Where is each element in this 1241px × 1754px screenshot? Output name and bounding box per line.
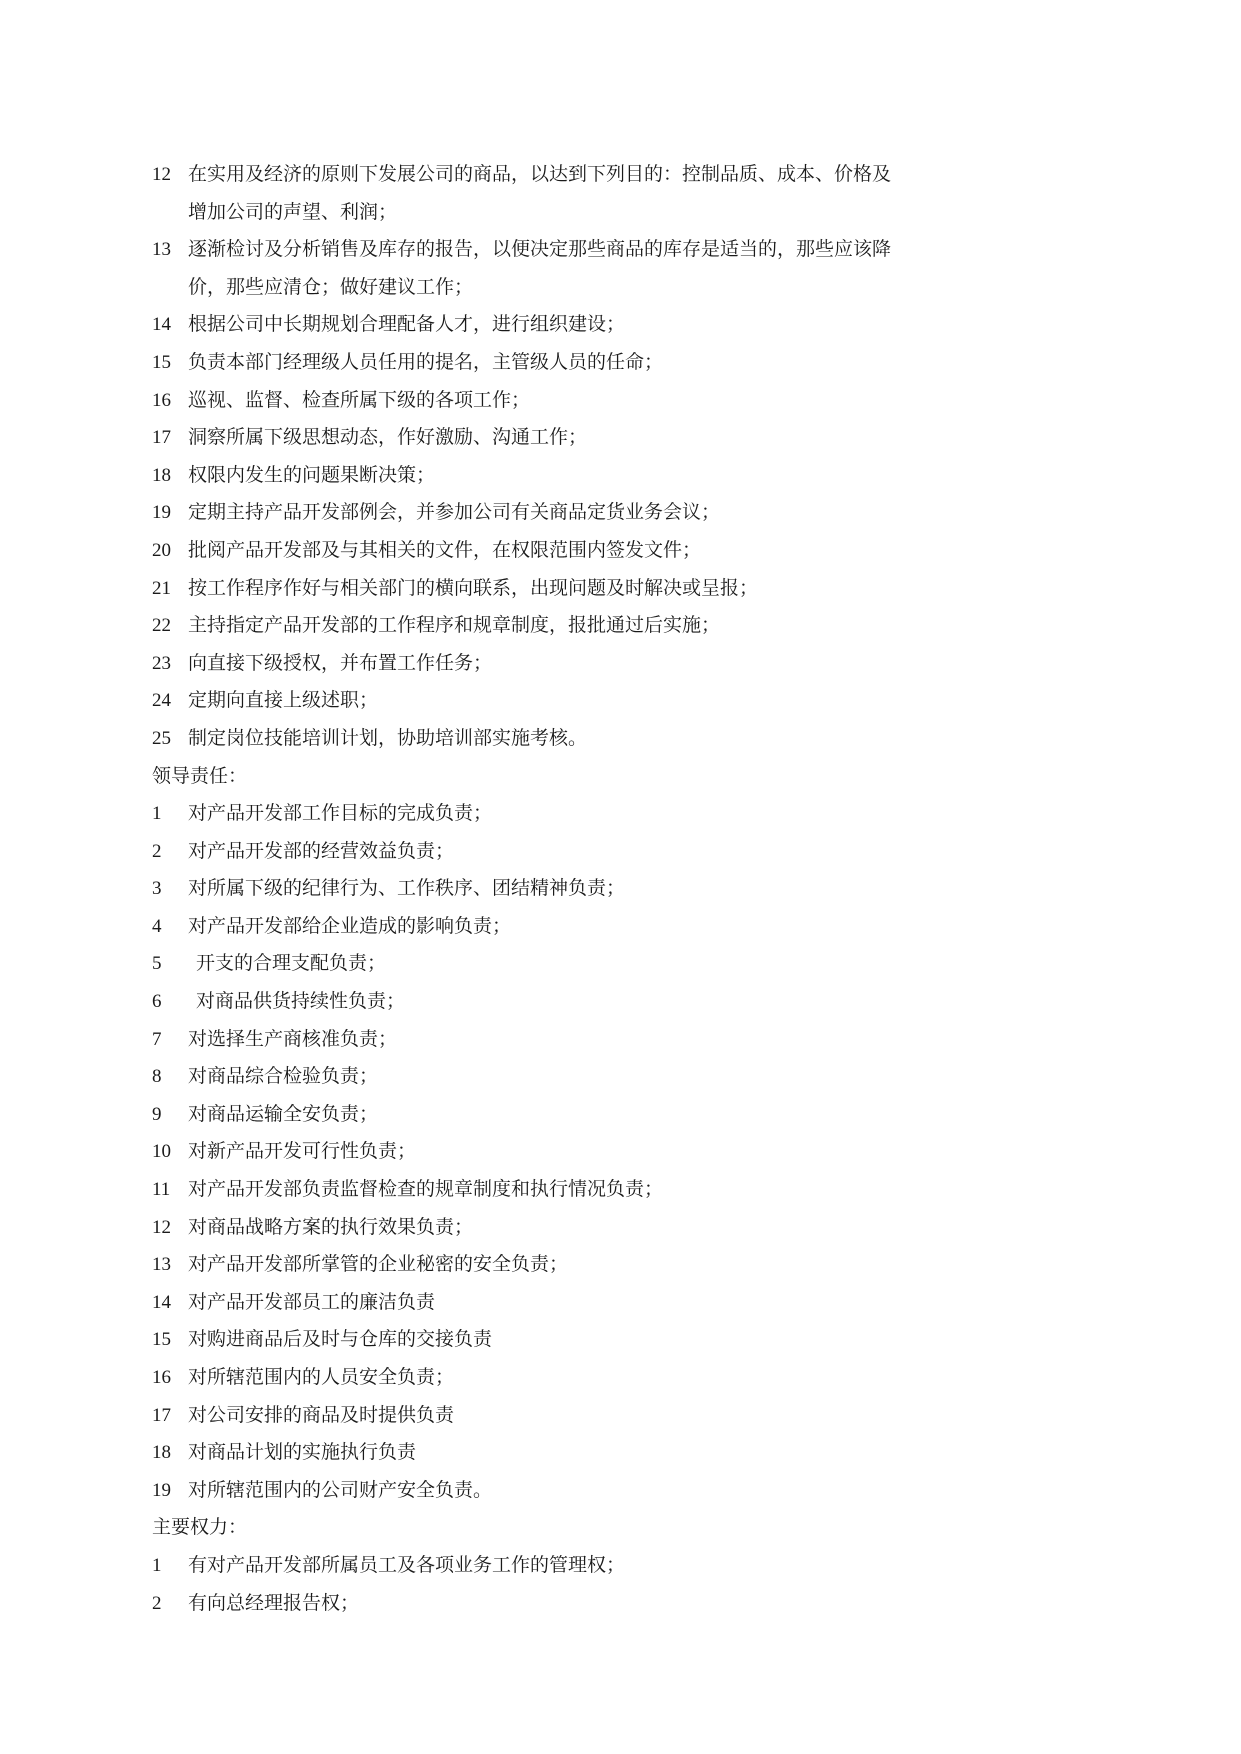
- item-text: 对产品开发部工作目标的完成负责；: [188, 802, 493, 825]
- item-number: 8: [152, 1066, 162, 1088]
- item-number: 19: [152, 1479, 171, 1501]
- list-item: [152, 156, 1012, 194]
- item-text: 对公司安排的商品及时提供负责: [188, 1403, 455, 1426]
- list-item: [152, 1021, 1012, 1059]
- item-text: 价，那些应清仓；做好建议工作；: [188, 275, 474, 298]
- item-number: 16: [152, 1367, 171, 1388]
- item-number: 23: [152, 652, 171, 674]
- item-text: 对商品综合检验负责；: [188, 1065, 379, 1088]
- list-item: [152, 1585, 1012, 1623]
- item-text: 对所辖范围内的公司财产安全负责。: [188, 1478, 493, 1501]
- item-number: 12: [152, 1216, 171, 1238]
- item-text: 对产品开发部的经营效益负责；: [188, 839, 455, 862]
- list-item: [152, 457, 1012, 495]
- list-item: [152, 1284, 1012, 1322]
- item-number: 1: [152, 1554, 162, 1576]
- list-item: [152, 1209, 1012, 1247]
- list-item: [152, 344, 1012, 382]
- item-number: 9: [152, 1103, 162, 1125]
- list-item: [152, 908, 1012, 946]
- list-item: [152, 1171, 1012, 1209]
- item-text: 对商品运输全安负责；: [188, 1102, 379, 1125]
- item-text: 对产品开发部员工的廉洁负责: [188, 1290, 436, 1313]
- list-item: [152, 870, 1012, 908]
- item-number: 13: [152, 239, 171, 261]
- list-item: [152, 306, 1012, 344]
- item-number: 11: [152, 1179, 171, 1201]
- list-item: [152, 494, 1012, 532]
- item-number: 17: [152, 427, 171, 449]
- item-text: 在实用及经济的原则下发展公司的商品，以达到下列目的：控制品质、成本、价格及: [188, 163, 892, 185]
- list-item: [152, 1359, 1012, 1397]
- item-number: 4: [152, 915, 162, 937]
- item-text: 主持指定产品开发部的工作程序和规章制度，报批通过后实施；: [188, 614, 721, 637]
- document-body: [152, 156, 1012, 1622]
- item-text: 负责本部门经理级人员任用的提名，主管级人员的任命；: [188, 350, 664, 373]
- item-number: 22: [152, 615, 171, 637]
- item-number: 2: [152, 840, 162, 862]
- list-item: [152, 945, 1012, 983]
- list-item: [152, 607, 1012, 645]
- item-text: 权限内发生的问题果断决策；: [188, 463, 436, 486]
- list-item: [152, 1246, 1012, 1284]
- item-number: 25: [152, 727, 171, 749]
- item-number: 13: [152, 1254, 171, 1276]
- item-text: 巡视、监督、检查所属下级的各项工作；: [188, 388, 531, 411]
- list-item: [152, 1434, 1012, 1472]
- list-item: [152, 1133, 1012, 1171]
- item-text: 向直接下级授权，并布置工作任务；: [188, 651, 493, 674]
- item-text: 洞察所属下级思想动态，作好激励、沟通工作；: [188, 426, 588, 449]
- item-text: 根据公司中长期规划合理配备人才，进行组织建设；: [188, 313, 626, 336]
- item-number: 12: [152, 164, 171, 185]
- item-number: 7: [152, 1028, 162, 1050]
- item-text: 对产品开发部负责监督检查的规章制度和执行情况负责；: [188, 1178, 664, 1201]
- item-number: 15: [152, 351, 171, 373]
- list-item: [152, 231, 1012, 269]
- list-item: [152, 419, 1012, 457]
- list-item: [152, 1321, 1012, 1359]
- item-text: 批阅产品开发部及与其相关的文件，在权限范围内签发文件；: [188, 538, 702, 561]
- item-number: 21: [152, 577, 171, 599]
- item-text: 对商品战略方案的执行效果负责；: [188, 1215, 474, 1238]
- list-item-continuation: [152, 194, 1012, 232]
- list-item: [152, 570, 1012, 608]
- list-item: [152, 532, 1012, 570]
- item-number: 16: [152, 389, 171, 411]
- item-number: 18: [152, 464, 171, 486]
- list-item: [152, 720, 1012, 758]
- section-heading-powers: 主要权力：: [152, 1516, 248, 1539]
- item-text: 逐渐检讨及分析销售及库存的报告，以便决定那些商品的库存是适当的，那些应该降: [188, 238, 892, 261]
- item-number: 14: [152, 314, 171, 336]
- item-text: 有对产品开发部所属员工及各项业务工作的管理权；: [188, 1553, 626, 1576]
- item-text: 对商品供货持续性负责；: [196, 990, 406, 1013]
- section-heading-leadership: 领导责任：: [152, 764, 248, 787]
- item-number: 14: [152, 1291, 171, 1313]
- item-text: 对产品开发部给企业造成的影响负责；: [188, 914, 512, 937]
- item-text: 对选择生产商核准负责；: [188, 1027, 398, 1050]
- item-number: 19: [152, 502, 171, 524]
- item-text: 对产品开发部所掌管的企业秘密的安全负责；: [188, 1253, 569, 1276]
- item-text: 制定岗位技能培训计划，协助培训部实施考核。: [188, 726, 588, 749]
- item-text: 对商品计划的实施执行负责: [188, 1441, 417, 1464]
- list-item: [152, 1472, 1012, 1510]
- item-number: 2: [152, 1592, 162, 1614]
- item-text: 开支的合理支配负责；: [196, 952, 387, 975]
- list-item-continuation: [152, 269, 1012, 307]
- list-item: [152, 1547, 1012, 1585]
- item-number: 6: [152, 991, 162, 1013]
- item-number: 18: [152, 1442, 171, 1464]
- item-text: 定期向直接上级述职；: [188, 689, 379, 712]
- item-number: 3: [152, 878, 162, 900]
- item-text: 按工作程序作好与相关部门的横向联系，出现问题及时解决或呈报；: [188, 576, 759, 599]
- item-number: 20: [152, 539, 171, 561]
- item-number: 24: [152, 690, 171, 712]
- list-item: [152, 645, 1012, 683]
- list-item: [152, 1096, 1012, 1134]
- item-number: 17: [152, 1404, 171, 1426]
- list-item: [152, 795, 1012, 833]
- list-item: [152, 682, 1012, 720]
- item-number: 10: [152, 1141, 171, 1163]
- item-text: 对新产品开发可行性负责；: [188, 1140, 417, 1163]
- list-item: [152, 382, 1012, 420]
- item-text: 增加公司的声望、利润；: [188, 200, 398, 223]
- list-item: [152, 983, 1012, 1021]
- item-number: 15: [152, 1329, 171, 1351]
- list-item: [152, 1397, 1012, 1435]
- item-number: 5: [152, 953, 162, 975]
- item-number: 1: [152, 803, 162, 825]
- item-text: 对所属下级的纪律行为、工作秩序、团结精神负责；: [188, 877, 626, 900]
- item-text: 对所辖范围内的人员安全负责；: [188, 1366, 455, 1388]
- item-text: 有向总经理报告权；: [188, 1591, 360, 1614]
- item-text: 定期主持产品开发部例会，并参加公司有关商品定货业务会议；: [188, 501, 721, 524]
- item-text: 对购进商品后及时与仓库的交接负责: [188, 1328, 493, 1351]
- list-item: [152, 1058, 1012, 1096]
- list-item: [152, 833, 1012, 871]
